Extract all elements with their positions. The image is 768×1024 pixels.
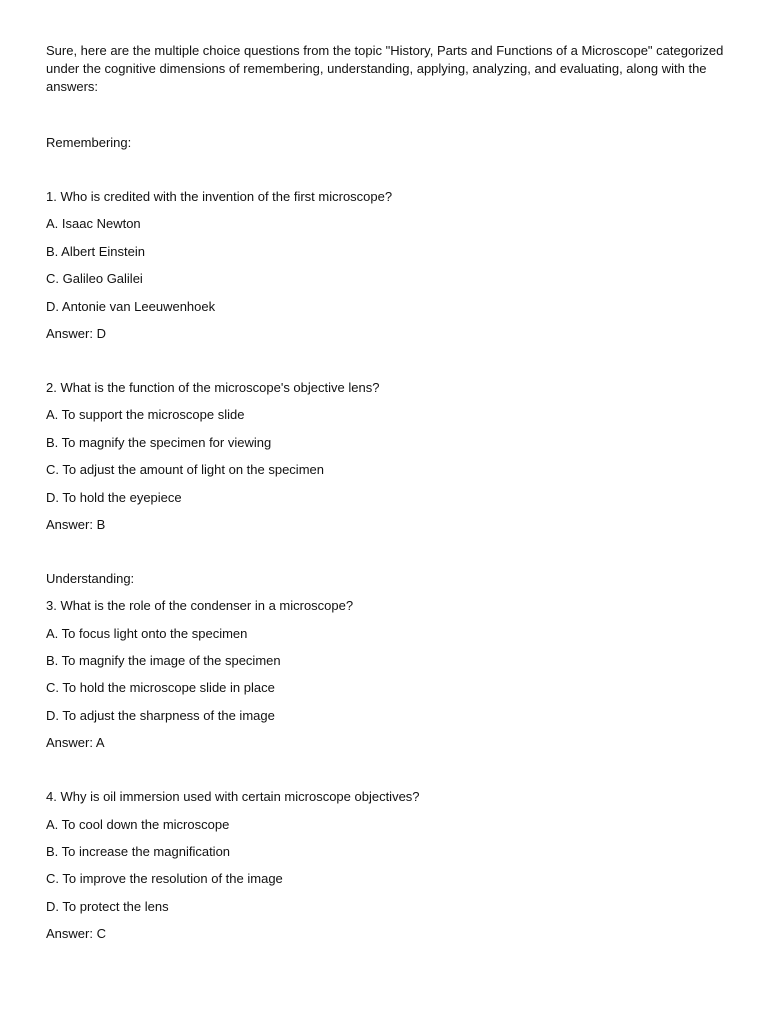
option-d: D. Antonie van Leeuwenhoek — [46, 298, 216, 314]
document-page — [46, 40, 726, 943]
answer-text: Answer: A — [46, 735, 105, 751]
question-block-3 — [46, 597, 726, 752]
question-block-1 — [46, 188, 726, 343]
option-c: C. To hold the microscope slide in place — [46, 680, 275, 696]
option-c: C. Galileo Galilei — [46, 271, 143, 287]
answer-text: Answer: B — [46, 516, 106, 532]
option-b: B. To magnify the specimen for viewing — [46, 434, 272, 450]
option-c: C. To improve the resolution of the image — [46, 871, 283, 887]
option-a: A. To focus light onto the specimen — [46, 625, 248, 641]
option-d: D. To adjust the sharpness of the image — [46, 707, 275, 723]
option-b: B. To magnify the image of the specimen — [46, 653, 281, 669]
section-heading: Remembering: — [46, 135, 132, 150]
option-a: A. To support the microscope slide — [46, 407, 245, 423]
question-block-4 — [46, 788, 726, 943]
option-c: C. To adjust the amount of light on the specimen — [46, 462, 324, 478]
section-remembering — [46, 134, 726, 534]
question-text: 1. Who is credited with the invention of the first microscope? — [46, 189, 393, 204]
answer-text: Answer: C — [46, 926, 106, 942]
question-text: 3. What is the role of the condenser in a microscope? — [46, 598, 354, 614]
option-d: D. To hold the eyepiece — [46, 489, 182, 505]
section-understanding — [46, 570, 726, 943]
answer-text: Answer: D — [46, 325, 106, 341]
question-text: 2. What is the function of the microscope's objective lens? — [46, 379, 380, 395]
question-block-2 — [46, 379, 726, 534]
question-text: 4. Why is oil immersion used with certain microscope objectives? — [46, 789, 420, 805]
option-a: A. To cool down the microscope — [46, 816, 230, 832]
intro-paragraph: Sure, here are the multiple choice questions from the topic "History, Parts and Functions of a Microscope" categorized under the cognitive dimensions of remembering, understanding, applying, analyzing, and evaluating, along with the answers: — [46, 43, 724, 94]
option-b: B. Albert Einstein — [46, 243, 145, 259]
option-a: A. Isaac Newton — [46, 216, 141, 232]
option-d: D. To protect the lens — [46, 898, 169, 914]
section-heading: Understanding: — [46, 570, 135, 586]
option-b: B. To increase the magnification — [46, 844, 231, 860]
